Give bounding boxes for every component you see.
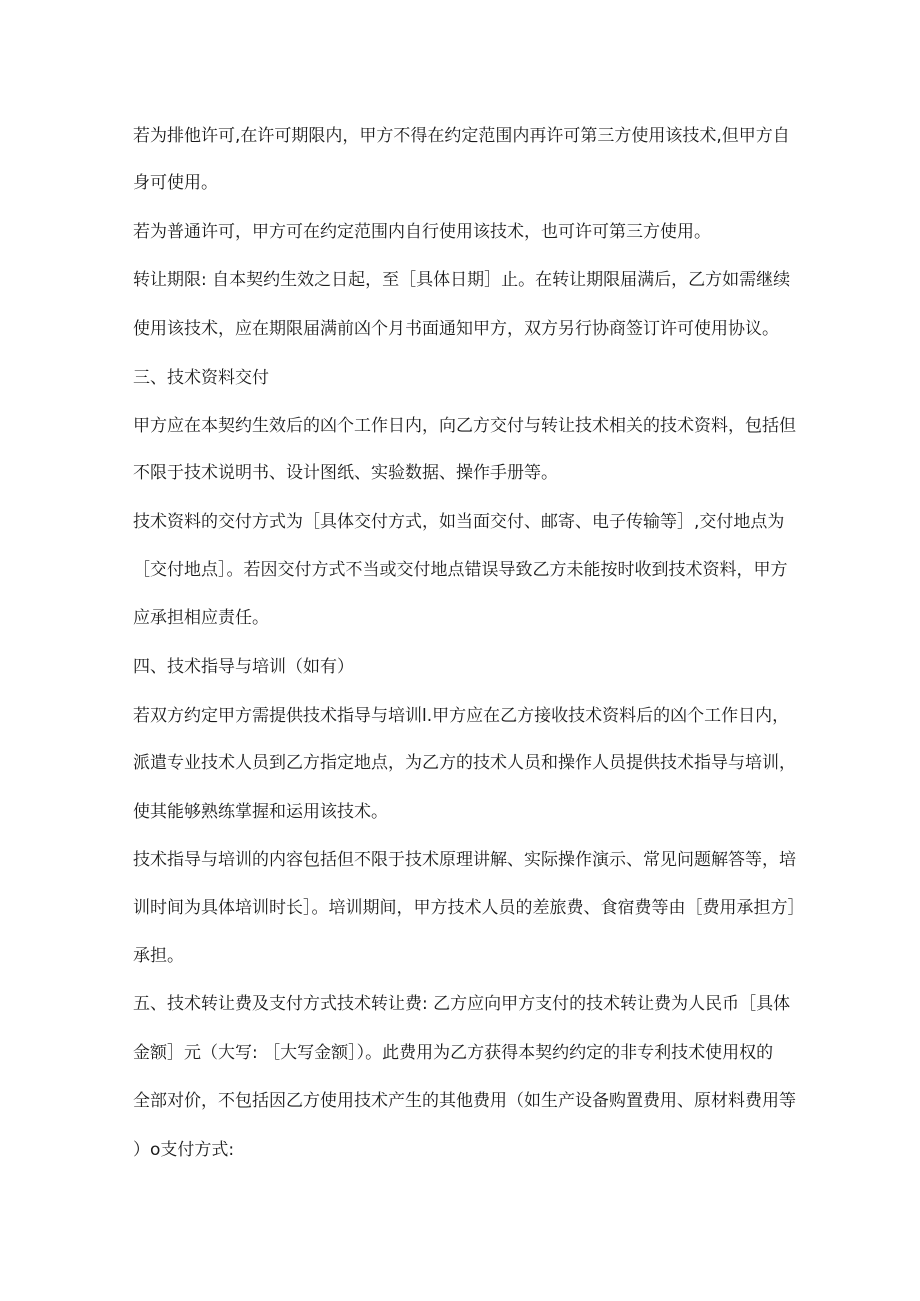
paragraph-line: 派遣专业技术人员到乙方指定地点，为乙方的技术人员和操作人员提供技术指导与培训， [133,753,796,773]
paragraph-line: 转让期限: 自本契约生效之日起，至［具体日期］止。在转让期限届满后，乙方如需继续 [133,270,791,290]
section-heading: 五、技术转让费及支付方式技术转让费: 乙方应向甲方支付的技术转让费为人民币［具体 [133,994,791,1014]
paragraph-line: 训时间为具体培训时长］。培训期间，甲方技术人员的差旅费、食宿费等由［费用承担方］ [133,898,805,918]
paragraph-line: 使用该技术，应在期限届满前凶个月书面通知甲方，双方另行协商签订许可使用协议。 [133,319,779,339]
paragraph-line: 技术资料的交付方式为［具体交付方式，如当面交付、邮寄、电子传输等］,交付地点为 [133,512,785,532]
paragraph-line: 使其能够熟练掌握和运用该技术。 [133,802,388,822]
paragraph-line: 技术指导与培训的内容包括但不限于技术原理讲解、实际操作演示、常见问题解答等，培 [133,850,796,870]
paragraph-line: ［交付地点］。若因交付方式不当或交付地点错误导致乙方未能按时收到技术资料，甲方 [133,560,788,580]
paragraph-line: 金额］元（大写: ［大写金额］）。此费用为乙方获得本契约约定的非专利技术使用权的 [133,1043,774,1063]
paragraph-line: 若为普通许可，甲方可在约定范围内自行使用该技术，也可许可第三方使用。 [133,222,711,242]
paragraph-line: 若为排他许可,在许可期限内，甲方不得在约定范围内再许可第三方使用该技术,但甲方自 [133,126,790,146]
section-heading: 四、技术指导与培训（如有） [133,657,354,677]
paragraph-line: 应承担相应责任。 [133,608,269,628]
paragraph-line: 不限于技术说明书、设计图纸、实验数据、操作手册等。 [133,463,558,483]
paragraph-line: 全部对价，不包括因乙方使用技术产生的其他费用（如生产设备购置费用、原材料费用等 [133,1091,796,1111]
paragraph-line: 承担。 [133,946,184,966]
paragraph-line: 甲方应在本契约生效后的凶个工作日内，向乙方交付与转让技术相关的技术资料，包括但 [133,416,796,436]
section-heading: 三、技术资料交付 [133,368,269,388]
paragraph-line: 身可使用。 [133,173,218,193]
paragraph-line: 若双方约定甲方需提供技术指导与培训l.甲方应在乙方接收技术资料后的凶个工作日内， [133,706,790,726]
paragraph-line: ）o支付方式: [133,1140,235,1160]
